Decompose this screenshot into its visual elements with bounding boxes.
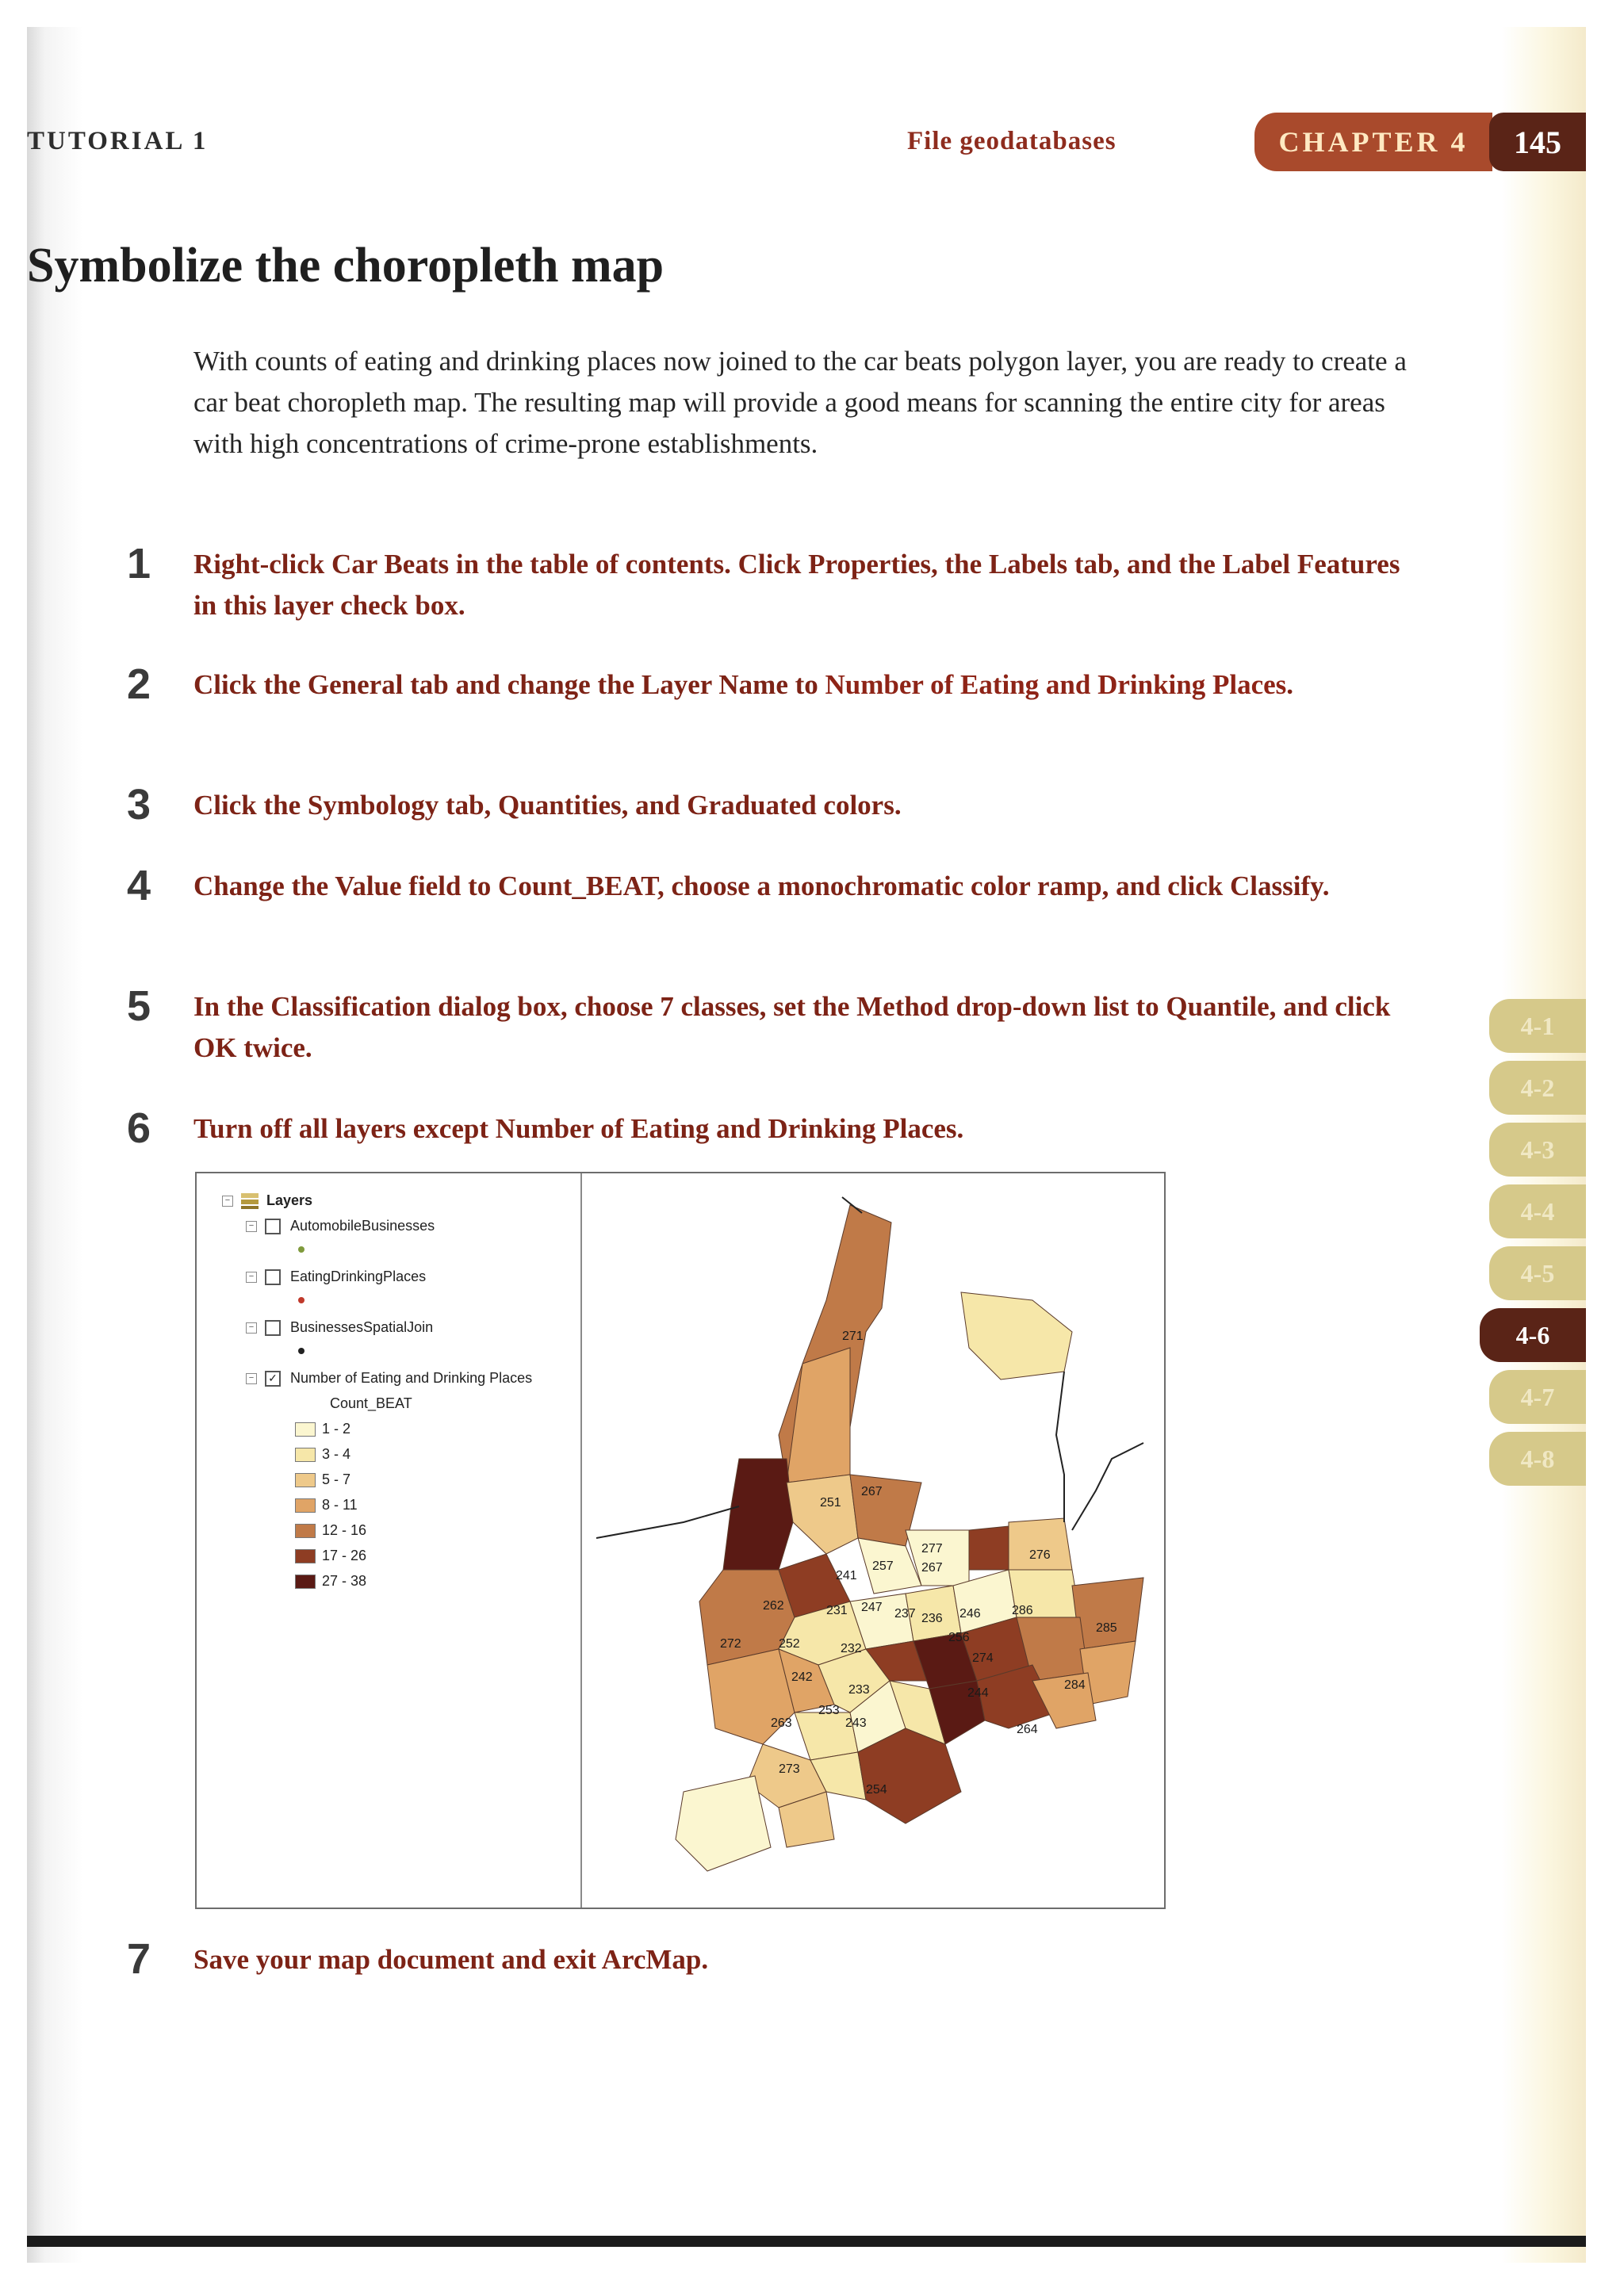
step-1 (127, 540, 1427, 626)
beat-label: 264 (1017, 1723, 1038, 1736)
header-tutorial: TUTORIAL 1 (27, 127, 209, 155)
step-text: Save your map document and exit ArcMap. (193, 1944, 709, 1975)
choropleth-map[interactable] (588, 1173, 1164, 1908)
step-text: Click the Symbology tab, Quantities, and Graduated colors. (193, 790, 902, 821)
legend-label: 27 - 38 (322, 1573, 367, 1589)
beat-label: 273 (779, 1762, 800, 1776)
side-tab-4-7[interactable]: 4-7 (1489, 1370, 1586, 1424)
step-number: 2 (127, 660, 151, 708)
header-section-title: File geodatabases (907, 127, 1116, 155)
side-tab-4-6[interactable]: 4-6 (1480, 1308, 1586, 1362)
beat-label: 244 (967, 1686, 989, 1700)
step-2 (127, 660, 1427, 708)
step-number: 1 (127, 540, 151, 587)
legend-label: 12 - 16 (322, 1522, 367, 1538)
beat-label: 263 (771, 1716, 792, 1730)
toc-root-label: Layers (266, 1192, 313, 1208)
beat-label: 233 (848, 1683, 870, 1697)
beat-label: 254 (866, 1783, 887, 1797)
point-symbol-icon (298, 1348, 304, 1354)
collapse-icon[interactable]: − (246, 1221, 257, 1232)
legend-label: 3 - 4 (322, 1446, 351, 1462)
arcmap-screenshot (195, 1172, 1166, 1909)
toc-layer-eating[interactable] (246, 1269, 426, 1285)
point-symbol-icon (298, 1297, 304, 1303)
section-title: Symbolize the choropleth map (27, 239, 665, 293)
layer-name: EatingDrinkingPlaces (290, 1269, 427, 1284)
chapter-tab: CHAPTER 4 (1254, 113, 1492, 171)
intro-paragraph: With counts of eating and drinking places now joined to the car beats polygon layer, you are ready to create a car beat choropleth map. The resulting map will provide a good means for scanning the entire city for areas with high concentrations of crime-prone establishments. (193, 346, 1407, 459)
beat-polygon[interactable] (969, 1526, 1009, 1570)
legend-label: 17 - 26 (322, 1548, 367, 1563)
step-text (193, 664, 1427, 706)
step-text-plain: Click the General tab and change the Layer Name to (193, 669, 825, 700)
beat-label: 267 (921, 1561, 943, 1575)
beat-label: 246 (959, 1607, 981, 1621)
legend-item (295, 1522, 366, 1539)
collapse-icon[interactable]: − (222, 1196, 233, 1207)
legend-label: 1 - 2 (322, 1421, 351, 1437)
toc-layer-spatialjoin[interactable] (246, 1319, 433, 1336)
beat-label: 257 (872, 1559, 894, 1573)
side-tab-4-3[interactable]: 4-3 (1489, 1123, 1586, 1177)
toc-root-row[interactable] (222, 1192, 312, 1209)
legend-item (295, 1471, 350, 1488)
step-text: In the Classification dialog box, choose 7 classes, set the Method drop-down list to Quantile, and click OK twice. (193, 991, 1391, 1063)
legend-swatch (295, 1448, 316, 1462)
page-number: 145 (1489, 113, 1586, 171)
layer-name: AutomobileBusinesses (290, 1218, 435, 1234)
beat-label: 253 (818, 1704, 840, 1717)
layer-visibility-checkbox[interactable] (265, 1219, 281, 1234)
beat-label: 274 (972, 1651, 994, 1665)
step-number: 4 (127, 862, 151, 909)
legend-item (295, 1446, 350, 1463)
beat-label: 256 (948, 1631, 970, 1644)
side-tab-4-8[interactable]: 4-8 (1489, 1432, 1586, 1486)
step-4 (127, 862, 1427, 909)
table-of-contents (197, 1173, 582, 1908)
step-5 (127, 982, 1427, 1069)
beat-label: 276 (1029, 1548, 1051, 1562)
beat-label: 237 (894, 1607, 916, 1621)
page-bottom-edge (27, 2236, 1586, 2247)
beat-label: 236 (921, 1612, 943, 1625)
legend-item (295, 1573, 366, 1590)
legend-label: 5 - 7 (322, 1471, 351, 1487)
legend-swatch (295, 1498, 316, 1513)
step-number: 3 (127, 781, 151, 828)
step-6 (127, 1104, 1427, 1152)
value-field-label: Count_BEAT (330, 1395, 412, 1411)
step-number: 6 (127, 1104, 151, 1152)
legend-swatch (295, 1473, 316, 1487)
step-text: Right-click Car Beats in the table of contents. Click Properties, the Labels tab, and the Label Features in this layer check box. (193, 549, 1400, 621)
toc-layer-choropleth[interactable] (246, 1370, 532, 1387)
step-text: Change the Value field to Count_BEAT, choose a monochromatic color ramp, and click Classify. (193, 871, 1330, 901)
legend-label: 8 - 11 (322, 1497, 358, 1513)
beat-label: 272 (720, 1637, 741, 1651)
collapse-icon[interactable]: − (246, 1272, 257, 1283)
collapse-icon[interactable]: − (246, 1373, 257, 1384)
beat-label: 251 (820, 1496, 841, 1510)
step-text-end: . (1286, 669, 1294, 700)
legend-swatch (295, 1549, 316, 1563)
layer-visibility-checkbox[interactable]: ✓ (265, 1371, 281, 1387)
legend-field-name (330, 1395, 412, 1412)
map-view[interactable] (588, 1173, 1164, 1908)
toc-layer-automobile[interactable] (246, 1218, 435, 1234)
beat-polygon[interactable] (1009, 1518, 1072, 1570)
beat-label: 285 (1096, 1621, 1117, 1635)
layer-name: BusinessesSpatialJoin (290, 1319, 434, 1335)
layers-icon (241, 1193, 259, 1209)
beat-label: 262 (763, 1599, 784, 1613)
side-tab-4-2[interactable]: 4-2 (1489, 1061, 1586, 1115)
step-7 (127, 1935, 1427, 1983)
point-symbol-icon (298, 1246, 304, 1253)
step-number: 5 (127, 982, 151, 1030)
step-number: 7 (127, 1935, 151, 1983)
beat-label: 242 (791, 1670, 813, 1684)
legend-item (295, 1548, 366, 1564)
side-tab-4-5[interactable]: 4-5 (1489, 1246, 1586, 1300)
beat-label: 284 (1064, 1678, 1086, 1692)
beat-label: 232 (841, 1642, 862, 1655)
layer-visibility-checkbox[interactable] (265, 1320, 281, 1336)
step-text: Turn off all layers except Number of Eating and Drinking Places. (193, 1113, 964, 1144)
beat-label: 241 (836, 1569, 857, 1582)
beat-label: 271 (842, 1330, 864, 1343)
collapse-icon[interactable]: − (246, 1322, 257, 1334)
legend-item (295, 1421, 350, 1437)
beat-label: 243 (845, 1716, 867, 1730)
beat-label: 231 (826, 1604, 848, 1617)
legend-swatch (295, 1524, 316, 1538)
beat-label: 247 (861, 1601, 883, 1614)
side-tab-4-1[interactable]: 4-1 (1489, 999, 1586, 1053)
layer-name: Number of Eating and Drinking Places (290, 1370, 533, 1386)
legend-item (295, 1497, 358, 1513)
beat-label: 267 (861, 1485, 883, 1498)
beat-label: 252 (779, 1637, 800, 1651)
layer-visibility-checkbox[interactable] (265, 1269, 281, 1285)
side-tab-4-4[interactable]: 4-4 (1489, 1184, 1586, 1238)
step-3 (127, 781, 1427, 828)
beat-label: 277 (921, 1542, 943, 1556)
layer-name-emphasis: Number of Eating and Drinking Places (825, 669, 1287, 700)
legend-swatch (295, 1575, 316, 1589)
legend-swatch (295, 1422, 316, 1437)
beat-label: 286 (1012, 1604, 1033, 1617)
